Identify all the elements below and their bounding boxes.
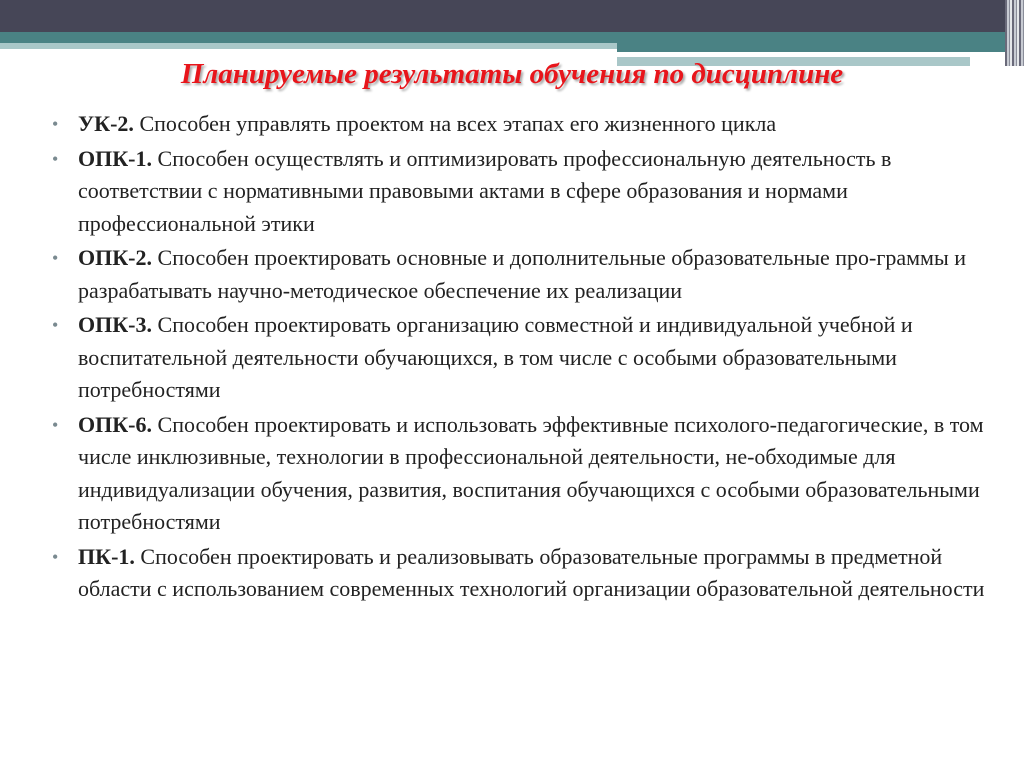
bullet-icon: •: [52, 114, 59, 134]
slide-title: Планируемые результаты обучения по дисциплине: [180, 58, 844, 90]
item-text: Способен проектировать и реализовывать образовательные программы в предметной области с использованием современных технологий организации образовательной деятельности: [78, 543, 985, 601]
item-text: Способен управлять проектом на всех этапах его жизненного цикла: [133, 111, 777, 136]
item-text: Способен проектировать организацию совместной и индивидуальной учебной и воспитательной деятельности обучающихся, в том числе с особыми образовательными потребностями: [78, 312, 913, 402]
item-text: Способен проектировать и использовать эффективные психолого-педагогические, в том числе инклюзивные, технологии в профессиональной деятельности, не-обходимые для индивидуализации обучения, развития, воспитания обучающихся с особыми образовательными потребностями: [78, 411, 984, 534]
item-code: УК-2.: [78, 111, 134, 136]
bullet-icon: •: [52, 248, 59, 268]
item-code: ПК-1.: [78, 543, 135, 569]
item-code: ОПК-3.: [78, 312, 153, 337]
bullet-icon: •: [52, 414, 59, 435]
item-code: ОПК-1.: [78, 145, 153, 171]
header-bar-light: [0, 43, 617, 49]
header-bar-teal-right: [617, 43, 1010, 52]
bullet-icon: •: [52, 546, 59, 567]
competency-list: [52, 108, 992, 608]
header-stripes: [1005, 0, 1024, 66]
item-code: ОПК-6.: [78, 411, 153, 437]
bullet-icon: •: [52, 148, 59, 169]
header-line-white: [617, 53, 970, 56]
list-item: [52, 143, 992, 241]
list-item: [52, 242, 992, 307]
header-bar-teal: [0, 32, 1010, 43]
list-item: [52, 108, 992, 141]
item-code: ОПК-2.: [78, 245, 153, 270]
list-item: [52, 541, 992, 606]
header-bar-dark: [0, 0, 1024, 32]
list-item: [52, 409, 992, 539]
item-text: Способен осуществлять и оптимизировать профессиональную деятельность в соответствии с нормативными правовыми актами в сфере образования и нормами профессиональной этики: [78, 145, 892, 236]
list-item: [52, 309, 992, 407]
item-text: Способен проектировать основные и дополнительные образовательные про-граммы и разрабатывать научно-методическое обеспечение их реализации: [78, 245, 967, 303]
bullet-icon: •: [52, 315, 59, 335]
